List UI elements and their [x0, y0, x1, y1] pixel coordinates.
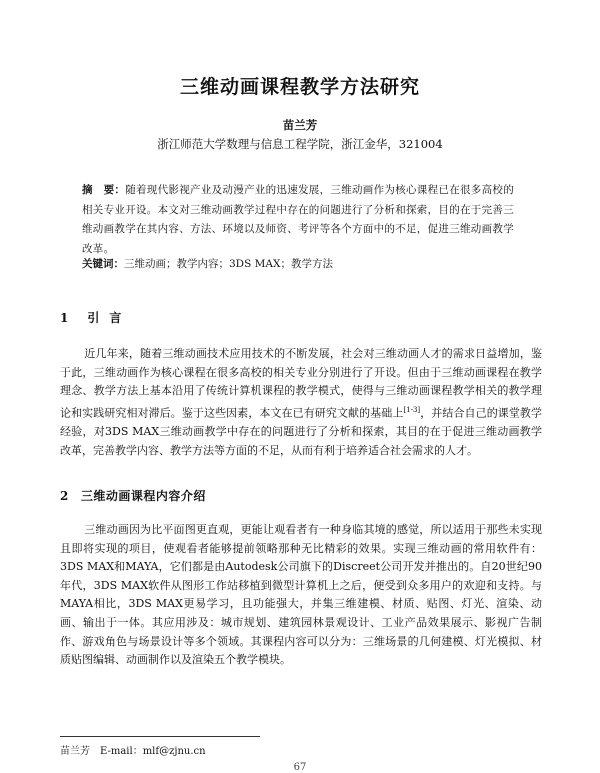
keywords-label: 关键词： [82, 258, 124, 270]
footnote-divider [60, 736, 260, 737]
section-1-text-b: ，并结合自己的课堂教学经验，对3DS MAX三维动画教学中存在的问题进行了分析和探索，其目的在于促进三维动画教学改革，完善教学内容、教学方法等方面的不足，从而有利于培养适合社会需求的人才。 [60, 406, 543, 457]
footnote [60, 742, 206, 757]
section-2-heading [60, 487, 206, 504]
section-2-paragraph: 三维动画因为比平面图更直观，更能让观看者有一种身临其境的感觉，所以适用于那些未实现且即将实现的项目，使观看者能够提前领略那种无比精彩的效果。实现三维动画的常用软件有：3DS MAX和MAYA，它们都是由Autodesk公司旗下的Discreet公司开发并推出的。自20世纪90年代，3DS MAX软件从图形工作站移植到微型计算机上之后，便受到众多用户的欢迎和支持。与MAYA相比，3DS MAX更易学习，且功能强大，并集三维建模、材质、贴图、灯光、渲染、动画、输出于一体。其应用涉及：城市规划、建筑园林景观设计、工业产品效果展示、影视广告制作、游戏角色与场景设计等多个领域。其课程内容可以分为：三维场景的几何建模、灯光模拟、材质贴图编辑、动画制作以及渲染五个教学模块。 [60, 523, 542, 667]
section-2-title: 三维动画课程内容介绍 [80, 489, 206, 503]
footnote-email: E-mail：mlf@zjnu.cn [100, 746, 206, 757]
page-number: 67 [293, 762, 307, 773]
section-2-number: 2 [60, 489, 69, 503]
abstract-label: 摘 要： [82, 184, 126, 196]
section-1-title: 引言 [87, 311, 132, 325]
keywords [82, 255, 522, 274]
author-name: 苗兰芳 [282, 118, 318, 132]
section-1-text-a: 近几年来，随着三维动画技术应用技术的不断发展，社会对三维动画人才的需求日益增加，鉴于此，三维动画作为核心课程在很多高校的相关专业分别进行了开设。但由于三维动画课程在教学理念、教学方法上基本沿用了传统计算机课程的教学模式，使得与三维动画课程教学相关的教学理论和实践研究相对滞后。鉴于这些因素，本文在已有研究文献的基础上 [60, 347, 542, 420]
keywords-text: 三维动画；教学内容；3DS MAX；教学方法 [124, 258, 333, 270]
paper-title: 三维动画课程教学方法研究 [179, 76, 420, 98]
citation-ref: [1-3] [403, 405, 421, 414]
footnote-author: 苗兰芳 [60, 746, 90, 757]
abstract-text: 随着现代影视产业及动漫产业的迅速发展，三维动画作为核心课程已在很多高校的相关专业开设。本文对三维动画教学过程中存在的问题进行了分析和探索，目的在于完善三维动画教学在其内容、方法、环境以及师资、考评等各个方面中的不足，促进三维动画教学改革。 [82, 184, 515, 255]
section-1-number: 1 [60, 311, 70, 325]
section-1-heading [60, 309, 131, 326]
section-1-paragraph [60, 345, 542, 460]
abstract [82, 181, 522, 259]
author-affiliation: 浙江师范大学数理与信息工程学院，浙江金华，321004 [157, 137, 443, 151]
